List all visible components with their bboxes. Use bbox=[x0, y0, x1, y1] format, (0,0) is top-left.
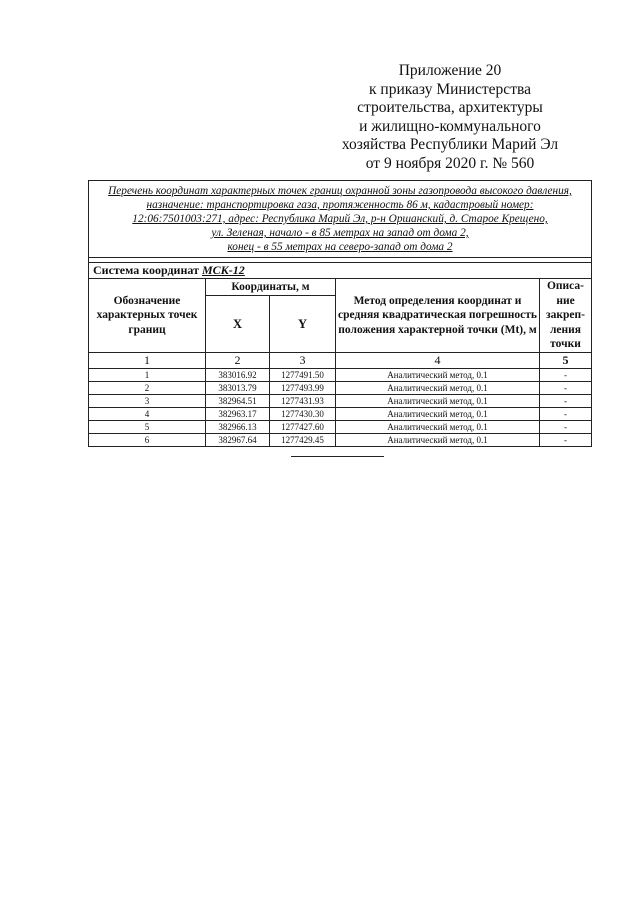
cell-x: 382967.64 bbox=[206, 433, 270, 446]
table-row bbox=[89, 420, 592, 433]
appendix-line: хозяйства Республики Марий Эл bbox=[341, 136, 559, 154]
cell-desc: - bbox=[540, 407, 592, 420]
cell-x: 383016.92 bbox=[206, 368, 270, 381]
header-description: Описа-ние закреп-ления точки bbox=[540, 279, 592, 353]
cell-method: Аналитический метод, 0.1 bbox=[336, 407, 540, 420]
cell-y: 1277429.45 bbox=[270, 433, 336, 446]
table-row bbox=[89, 433, 592, 446]
cell-method: Аналитический метод, 0.1 bbox=[336, 368, 540, 381]
description-line: конец - в 55 метрах на северо-запад от дома 2 bbox=[227, 241, 453, 253]
coordinates-table bbox=[88, 180, 592, 447]
cell-method: Аналитический метод, 0.1 bbox=[336, 381, 540, 394]
cell-y: 1277491.50 bbox=[270, 368, 336, 381]
table-row bbox=[89, 368, 592, 381]
coord-system-label: Система координат bbox=[93, 263, 199, 277]
cell-y: 1277427.60 bbox=[270, 420, 336, 433]
cell-point: 2 bbox=[89, 381, 206, 394]
header-y: Y bbox=[270, 296, 336, 352]
header-coords: Координаты, м bbox=[206, 279, 336, 296]
cell-desc: - bbox=[540, 394, 592, 407]
cell-y: 1277430.30 bbox=[270, 407, 336, 420]
appendix-line: и жилищно-коммунального bbox=[359, 117, 541, 135]
description-line: назначение: транспортировка газа, протяженность 86 м, кадастровый номер: bbox=[146, 199, 534, 211]
column-number: 2 bbox=[206, 352, 270, 368]
appendix-line: строительства, архитектуры bbox=[357, 99, 543, 117]
cell-desc: - bbox=[540, 433, 592, 446]
cell-x: 382966.13 bbox=[206, 420, 270, 433]
cell-x: 383013.79 bbox=[206, 381, 270, 394]
cell-x: 382964.51 bbox=[206, 394, 270, 407]
cell-method: Аналитический метод, 0.1 bbox=[336, 433, 540, 446]
description-line: ул. Зеленая, начало - в 85 метрах на запад от дома 2, bbox=[211, 227, 469, 239]
appendix-line: от 9 ноября 2020 г. № 560 bbox=[365, 154, 535, 172]
cell-desc: - bbox=[540, 368, 592, 381]
cell-desc: - bbox=[540, 420, 592, 433]
column-number: 1 bbox=[89, 352, 206, 368]
cell-y: 1277431.93 bbox=[270, 394, 336, 407]
end-rule bbox=[291, 456, 384, 457]
cell-point: 5 bbox=[89, 420, 206, 433]
cell-y: 1277493.99 bbox=[270, 381, 336, 394]
cell-point: 4 bbox=[89, 407, 206, 420]
description-line: 12:06:7501003:271, адрес: Республика Марий Эл, р-н Оршанский, д. Старое Крещено, bbox=[132, 213, 548, 225]
table-description bbox=[89, 181, 592, 258]
column-number: 4 bbox=[336, 352, 540, 368]
column-number: 3 bbox=[270, 352, 336, 368]
table-row bbox=[89, 381, 592, 394]
cell-point: 6 bbox=[89, 433, 206, 446]
appendix-line: Приложение 20 bbox=[398, 62, 502, 79]
description-line: Перечень координат характерных точек границ охранной зоны газопровода высокого давления, bbox=[108, 185, 572, 197]
cell-desc: - bbox=[540, 381, 592, 394]
cell-x: 382963.17 bbox=[206, 407, 270, 420]
cell-point: 1 bbox=[89, 368, 206, 381]
cell-point: 3 bbox=[89, 394, 206, 407]
coord-system-name: МСК-12 bbox=[201, 263, 245, 277]
header-point: Обозначение характерных точек границ bbox=[89, 279, 206, 353]
header-x: X bbox=[206, 296, 270, 352]
table-row bbox=[89, 394, 592, 407]
appendix-line: к приказу Министерства bbox=[369, 80, 531, 98]
appendix-header bbox=[300, 62, 600, 174]
cell-method: Аналитический метод, 0.1 bbox=[336, 420, 540, 433]
header-method: Метод определения координат и средняя квадратическая погрешность положения характерной точки (Mt), м bbox=[336, 279, 540, 353]
coord-system-row bbox=[89, 263, 592, 279]
cell-method: Аналитический метод, 0.1 bbox=[336, 394, 540, 407]
column-number: 5 bbox=[540, 352, 592, 368]
table-row bbox=[89, 407, 592, 420]
